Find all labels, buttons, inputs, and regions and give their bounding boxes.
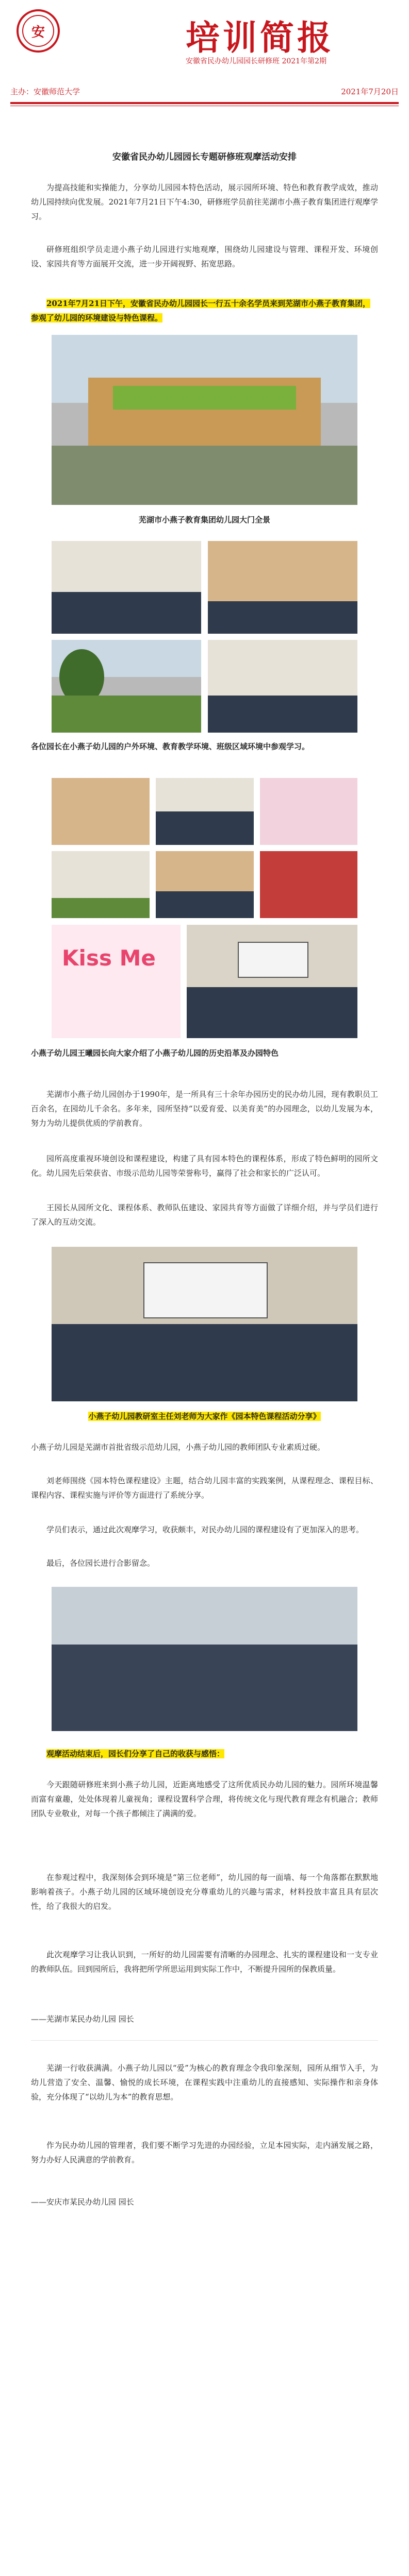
- sharing-paragraph-1: 刘老师围绕《园本特色课程建设》主题，结合幼儿园丰富的实践案例，从课程理念、课程目标、课程内容、课程实施与评价等方面进行了系统分享。: [31, 1476, 378, 1500]
- section-divider: [31, 2040, 378, 2041]
- caption-lecture-text: 小燕子幼儿园教研室主任刘老师为大家作《园本特色课程活动分享》: [88, 1412, 321, 1421]
- intro-paragraph-1: 为提高技能和实操能力，分享幼儿园园本特色活动，展示园所环境、特色和教育教学成效，推动幼儿园持续向优发展。2021年7月21日下午4:30，研修班学员前往芜湖市小燕子教育集团进行观摩学习。: [31, 183, 378, 221]
- logo-emblem: 安: [22, 15, 54, 47]
- intro-paragraph-2: 研修班组织学员走进小燕子幼儿园进行实地观摩，围绕幼儿园建设与管理、课程开发、环境创设、家园共育等方面展开交流，进一步开阔视野、拓宽思路。: [31, 245, 378, 268]
- section4-lead: [31, 1747, 378, 1761]
- reflection2-paragraph-1: 芜湖一行收获满满。小燕子幼儿园以“爱”为核心的教育理念令我印象深刻，园所从细节入手，为幼儿营造了安全、温馨、愉悦的成长环境，在课程实践中注重幼儿的直接感知、实际操作和亲身体验，充分体现了“以幼儿为本”的教育思想。: [31, 2063, 378, 2102]
- photo-grid-4: [52, 851, 150, 918]
- history-paragraph-2: 园所高度重视环境创设和课程建设，构建了具有园本特色的课程体系，形成了特色鲜明的园所文化。幼儿园先后荣获省、市级示范幼儿园等荣誉称号，赢得了社会和家长的广泛认可。: [31, 1154, 378, 1178]
- photo-grid-3: [260, 778, 357, 845]
- caption-team: 小燕子幼儿园是芜湖市首批省级示范幼儿园，小燕子幼儿园的教师团队专业素质过硬。: [31, 1443, 325, 1452]
- history-paragraph-3: 王园长从园所文化、课程体系、教师队伍建设、家园共育等方面做了详细介绍，并与学员们进行了深入的互动交流。: [31, 1203, 378, 1227]
- kiss-me-decoration: [52, 925, 181, 1038]
- photo-visit-2: [208, 541, 357, 634]
- reflection1-paragraph-3: 此次观摩学习让我认识到，一所好的幼儿园需要有清晰的办园理念、扎实的课程建设和一支专业的教师队伍。回到园所后，我将把所学所思运用到实际工作中，不断提升园所的保教质量。: [31, 1950, 378, 1974]
- section1-lead-text: 2021年7月21日下午，安徽省民办幼儿园园长一行五十余名学员来到芜湖市小燕子教育集团，参观了幼儿园的环境建设与特色课程。: [31, 299, 371, 323]
- photo-grid-2: [156, 778, 254, 845]
- history-paragraph-1: 芜湖市小燕子幼儿园创办于1990年，是一所具有三十余年办园历史的民办幼儿园，现有教职员工百余名，在园幼儿千余名。多年来，园所坚持“以爱育爱、以美育美”的办园理念，以幼儿发展为本，努力为幼儿提供优质的学前教育。: [31, 1090, 378, 1128]
- header-rule: [10, 102, 399, 104]
- meta-row: [10, 82, 399, 100]
- photo-visit-1: [52, 541, 201, 634]
- photo-grid-1: [52, 778, 150, 845]
- photo-visit-4: [208, 640, 357, 733]
- photo-visit-3: [52, 640, 201, 733]
- group-photo: [52, 1587, 357, 1731]
- sharing-paragraph-3: 最后，各位园长进行合影留念。: [46, 1558, 155, 1568]
- brand-title: 培训简报: [186, 18, 334, 58]
- caption-lecture: [31, 1409, 378, 1423]
- lecture-photo-1: [187, 925, 357, 1038]
- article-title: 安徽省民办幼儿园园长专题研修班观摩活动安排: [112, 152, 297, 162]
- issue-date: 2021年7月20日: [341, 87, 399, 96]
- organizer: 主办：安徽师范大学: [10, 87, 80, 96]
- lecture-photo-2: [52, 1247, 357, 1401]
- section4-lead-text: 观摩活动结束后，园长们分享了自己的收获与感悟：: [46, 1749, 225, 1758]
- kiss-me-text: Kiss Me: [62, 945, 156, 971]
- section1-lead: [31, 296, 378, 325]
- reflection1-paragraph-2: 在参观过程中，我深刻体会到环境是“第三位老师”，幼儿园的每一面墙、每一个角落都在默默地影响着孩子。小燕子幼儿园的区域环境创设充分尊重幼儿的兴趣与需求，材料投放丰富且具有层次性，给了我很大的启发。: [31, 1873, 378, 1911]
- issue-label: 安徽省民办幼儿园园长研修班 2021年第2期: [186, 57, 326, 65]
- photo-grid-5: [156, 851, 254, 918]
- caption-visit: 各位园长在小燕子幼儿园的户外环境、教育教学环境、班级区域环境中参观学习。: [31, 742, 310, 751]
- sharing-paragraph-2: 学员们表示，通过此次观摩学习，收获颇丰，对民办幼儿园的课程建设有了更加深入的思考。: [46, 1525, 364, 1534]
- reflection2-paragraph-2: 作为民办幼儿园的管理者，我们要不断学习先进的办园经验，立足本园实际，走内涵发展之路，努力办好人民满意的学前教育。: [31, 2141, 378, 2164]
- kindergarten-gate-photo: [52, 335, 357, 505]
- reflection1-signature: ——芜湖市某民办幼儿园 园长: [31, 2014, 134, 2024]
- reflection2-signature: ——安庆市某民办幼儿园 园长: [31, 2197, 134, 2207]
- caption-gate: 芜湖市小燕子教育集团幼儿园大门全景: [138, 515, 270, 524]
- caption-principal: 小燕子幼儿园王曦园长向大家介绍了小燕子幼儿园的历史沿革及办园特色: [31, 1048, 279, 1058]
- masthead: [0, 0, 409, 77]
- reflection1-paragraph-1: 今天跟随研修班来到小燕子幼儿园，近距离地感受了这所优质民办幼儿园的魅力。园所环境温馨而富有童趣，处处体现着儿童视角；课程设置科学合理，将传统文化与现代教育理念有机融合；教师团队专业敬业，对每一个孩子都倾注了满满的爱。: [31, 1780, 378, 1818]
- photo-grid-6: [260, 851, 357, 918]
- university-logo: [17, 9, 60, 53]
